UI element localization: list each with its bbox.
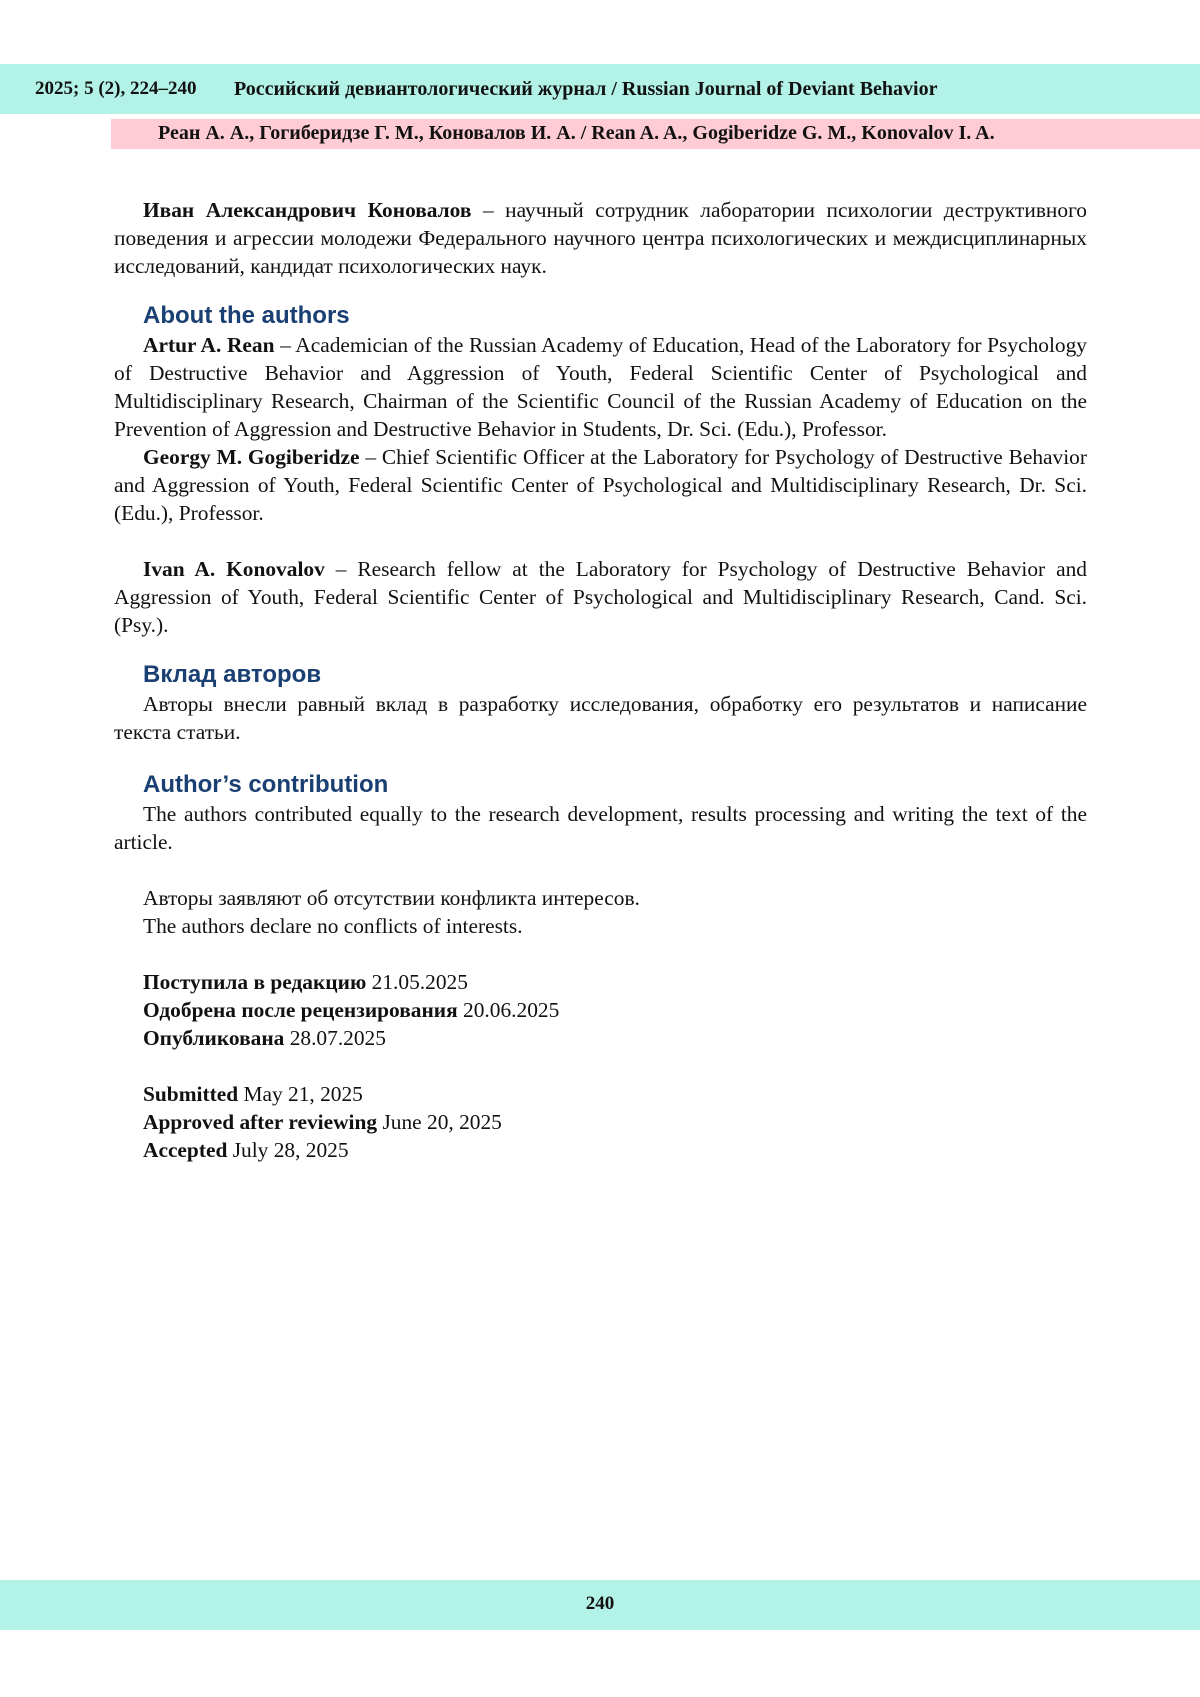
conflict-en: The authors declare no conflicts of interests. xyxy=(143,914,523,938)
date-approved-en xyxy=(114,1108,1087,1136)
contribution-ru-heading: Вклад авторов xyxy=(143,661,322,688)
date-approved-ru xyxy=(114,996,1087,1024)
author-description: – Chief Scientific Officer at the Laboratory for Psychology of Destructive Behavior and Aggression of Youth, Federal Scientific Center of Psychological and Multidisciplinary Research, Dr. Sci. (Edu.), Professor. xyxy=(114,445,1087,525)
author-name: Georgy M. Gogiberidze xyxy=(143,445,360,469)
date-value: June 20, 2025 xyxy=(377,1110,502,1134)
page-content xyxy=(114,196,1087,1164)
authors-header-band xyxy=(111,119,1200,149)
journal-header-band xyxy=(0,64,1200,114)
date-received-ru xyxy=(114,968,1087,996)
about-heading: About the authors xyxy=(143,302,350,329)
footer-band xyxy=(0,1580,1200,1630)
author-name: Иван Александрович Коновалов xyxy=(143,198,472,222)
date-label: Approved after reviewing xyxy=(143,1110,378,1134)
author-bio-gogiberidze xyxy=(114,443,1087,527)
date-label: Поступила в редакцию xyxy=(143,970,367,994)
author-bio-rean xyxy=(114,331,1087,443)
date-label: Submitted xyxy=(143,1082,239,1106)
date-accepted-en xyxy=(114,1136,1087,1164)
conflict-ru: Авторы заявляют об отсутствии конфликта интересов. xyxy=(143,886,640,910)
date-value: July 28, 2025 xyxy=(227,1138,349,1162)
ru-author-bio xyxy=(114,196,1087,280)
date-label: Accepted xyxy=(143,1138,228,1162)
date-value: 21.05.2025 xyxy=(366,970,468,994)
date-label: Одобрена после рецензирования xyxy=(143,998,458,1022)
date-value: 20.06.2025 xyxy=(457,998,560,1022)
journal-title: Российский девиантологический журнал / Russian Journal of Deviant Behavior xyxy=(234,78,938,100)
issue-info: 2025; 5 (2), 224–240 xyxy=(35,78,197,99)
contribution-ru-text: Авторы внесли равный вклад в разработку исследования, обработку его результатов и написание текста статьи. xyxy=(114,692,1087,744)
author-name: Ivan A. Konovalov xyxy=(143,557,325,581)
page-number: 240 xyxy=(585,1593,615,1614)
author-description: – Research fellow at the Laboratory for Psychology of Destructive Behavior and Aggression of Youth, Federal Scientific Center of Psychological and Multidisciplinary Research, Cand. Sci. (Psy.). xyxy=(114,557,1087,637)
author-name: Artur A. Rean xyxy=(143,333,275,357)
author-description: – Academician of the Russian Academy of Education, Head of the Laboratory for Psychology of Destructive Behavior and Aggression of Youth, Federal Scientific Center of Psychological and Multidisciplinary Research, Chairman of the Scientific Council of the Russian Academy of Education on the Prevention of Aggression and Destructive Behavior in Students, Dr. Sci. (Edu.), Professor. xyxy=(114,333,1087,441)
contribution-en-text: The authors contributed equally to the research development, results processing and writing the text of the article. xyxy=(114,802,1087,854)
date-label: Опубликована xyxy=(143,1026,285,1050)
date-submitted-en xyxy=(114,1080,1087,1108)
author-description: – научный сотрудник лаборатории психологии деструктивного поведения и агрессии молодежи Федерального научного центра психологических и междисциплинарных исследований, кандидат психологических наук. xyxy=(114,198,1088,278)
date-value: 28.07.2025 xyxy=(284,1026,386,1050)
running-authors: Реан А. А., Гогиберидзе Г. М., Коновалов И. А. / Rean A. A., Gogiberidze G. M., Konovalov I. A. xyxy=(158,122,995,144)
contribution-en-heading: Author’s contribution xyxy=(143,771,389,798)
date-value: May 21, 2025 xyxy=(238,1082,363,1106)
author-bio-konovalov xyxy=(114,555,1087,639)
date-published-ru xyxy=(114,1024,1087,1052)
